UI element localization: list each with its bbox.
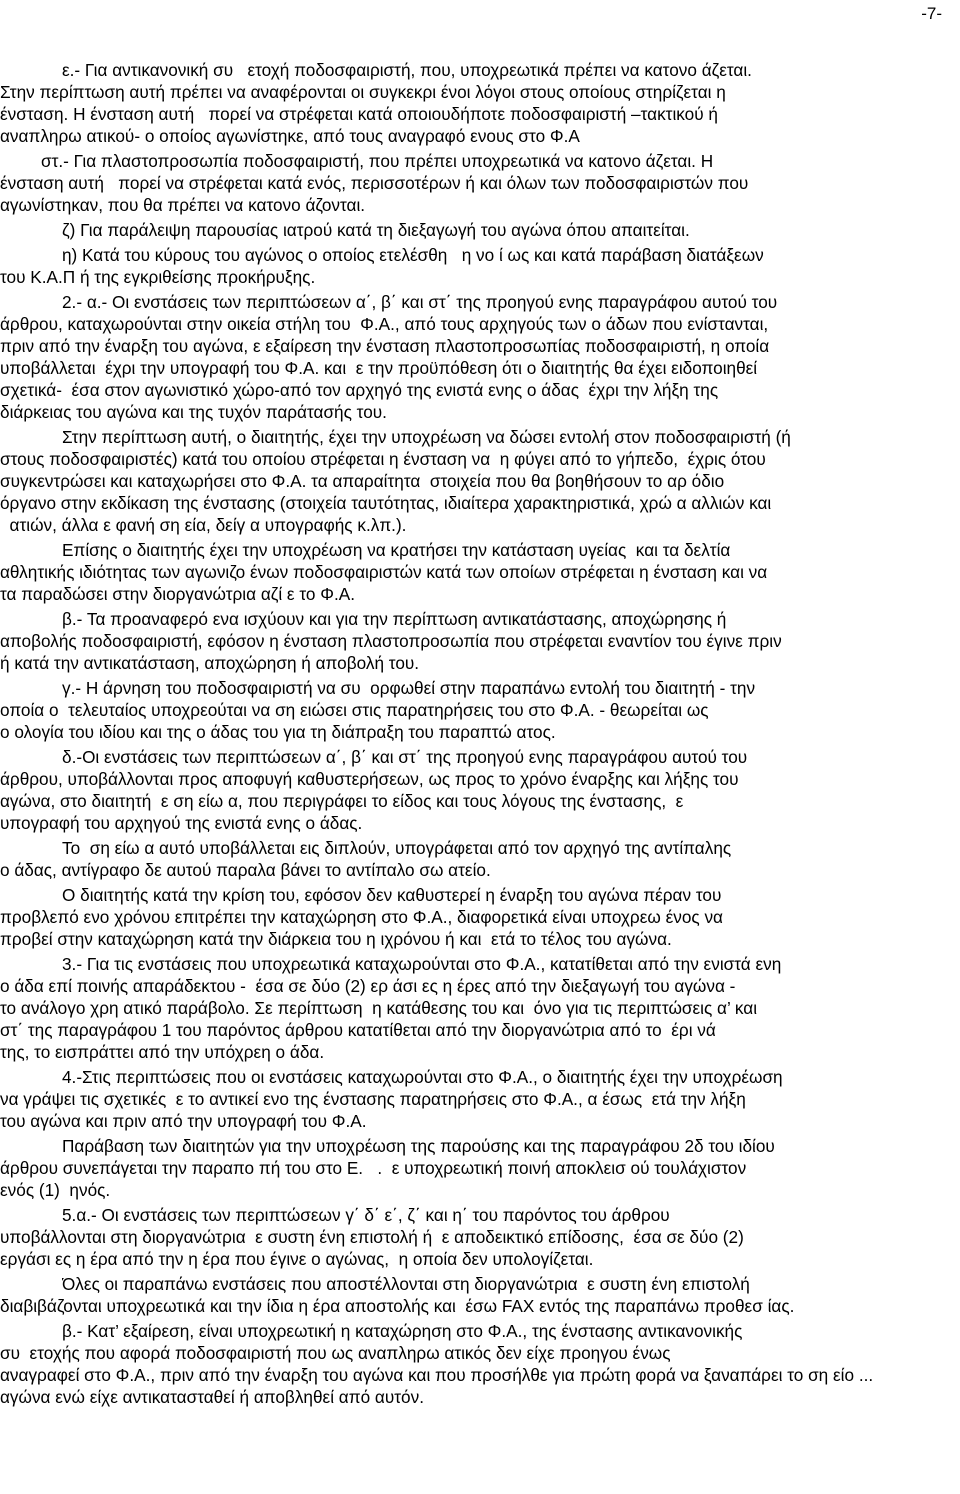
text-line: του αγώνα και πριν από την υπογραφή του Φ.Α. — [0, 1111, 367, 1131]
text-line: διάρκειας του αγώνα και της τυχόν παράτασής του. — [0, 402, 387, 422]
text-line: Όλες οι παραπάνω ενστάσεις που αποστέλλονται στη διοργανώτρια ε συστη ένη επιστολή — [62, 1274, 750, 1294]
text-line: στ΄ της παραγράφου 1 του παρόντος άρθρου κατατίθεται από την διοργανώτρια από το έρι νά — [0, 1020, 716, 1040]
text-line: αγωνίστηκαν, που θα πρέπει να κατονο άζονται. — [0, 195, 366, 215]
text-line: τα παραδώσει στην διοργανώτρια αζί ε το Φ.Α. — [0, 584, 355, 604]
text-line: Το ση είω α αυτό υποβάλλεται εις διπλούν, υπογράφεται από τον αρχηγό της αντίπαλης — [62, 838, 732, 858]
text-line: β.- Κατ’ εξαίρεση, είναι υποχρεωτική η καταχώρηση στο Φ.Α., της ένστασης αντικανονικής — [62, 1321, 743, 1341]
text-line: Επίσης ο διαιτητής έχει την υποχρέωση να κρατήσει την κατάσταση υγείας και τα δελτία — [62, 540, 731, 560]
text-line: υποβάλλεται έχρι την υπογραφή του Φ.Α. και ε την προϋπόθεση ότι ο διαιτητής θα έχει ειδοποιηθεί — [0, 358, 758, 378]
text-line: γ.- Η άρνηση του ποδοσφαιριστή να συ ορφωθεί στην παραπάνω εντολή του διαιτητή - την — [62, 678, 756, 698]
text-line: προβλεπό ενο χρόνου επιτρέπει την καταχώρηση στο Φ.Α., διαφορετικά είναι υποχρεω ένος να — [0, 907, 723, 927]
text-line: άρθρου, υποβάλλονται προς αποφυγή καθυστερήσεων, ως προς το χρόνο έναρξης και λήξης του — [0, 769, 739, 789]
text-line: το ανάλογο χρη ατικό παράβολο. Σε περίπτωση η κατάθεσης του και όνο για τις περιπτώσεις α’ και — [0, 998, 758, 1018]
text-line: Στην περίπτωση αυτή πρέπει να αναφέρονται οι συγκεκρι ένοι λόγοι στους οποίους στηρίζεται η — [0, 82, 726, 102]
text-line: Στην περίπτωση αυτή, ο διαιτητής, έχει την υποχρέωση να δώσει εντολή στον ποδοσφαιριστή (ή — [62, 427, 791, 447]
text-line: ο ολογία του ιδίου και της ο άδας του για τη διάπραξη του παραπτώ ατος. — [0, 722, 556, 742]
text-line: Παράβαση των διαιτητών για την υποχρέωση της παρούσης και της παραγράφου 2δ του ιδίου — [62, 1136, 775, 1156]
text-line: στους ποδοσφαιριστές) κατά του οποίου στρέφεται η ένσταση να η φύγει από το γήπεδο, έχρις ότου — [0, 449, 766, 469]
text-line: αγώνα ενώ είχε αντικατασταθεί ή αποβληθεί από αυτόν. — [0, 1387, 424, 1407]
text-line: συ ετοχής που αφορά ποδοσφαιριστή που ως αναπληρω ατικός δεν είχε προηγου ένως — [0, 1343, 671, 1363]
text-line: η) Κατά του κύρους του αγώνος ο οποίος ετελέσθη η νο ί ως και κατά παράβαση διατάξεων — [62, 245, 764, 265]
text-line: διαβιβάζονται υποχρεωτικά και την ίδια η έρα αποστολής και έσω FAX εντός της παραπάνω προθεσ ίας. — [0, 1296, 795, 1316]
text-line: άρθρου, καταχωρούνται στην οικεία στήλη του Φ.Α., από τους αρχηγούς των ο άδων που ενίστανται, — [0, 314, 769, 334]
text-line: συγκεντρώσει και καταχωρήσει στο Φ.Α. τα απαραίτητα στοιχεία που θα βοηθήσουν το αρ όδιο — [0, 471, 725, 491]
text-line: υποβάλλονται στη διοργανώτρια ε συστη ένη επιστολή ή ε αποδεικτικό επίδοσης, έσα σε δύο (2) — [0, 1227, 744, 1247]
text-line: Ο διαιτητής κατά την κρίση του, εφόσον δεν καθυστερεί η έναρξη του αγώνα πέραν του — [62, 885, 722, 905]
text-line: ατιών, άλλα ε φανή ση εία, δείγ α υπογραφής κ.λπ.). — [0, 515, 407, 535]
text-line: να γράψει τις σχετικές ε το αντικεί ενο της ένστασης παρατηρήσεις στο Φ.Α., α έσως ετά την λήξη — [0, 1089, 746, 1109]
text-line: άρθρου συνεπάγεται την παραπο πή του στο Ε. . ε υποχρεωτική ποινή αποκλεισ ού τουλάχιστον — [0, 1158, 747, 1178]
text-line: 5.α.- Οι ενστάσεις των περιπτώσεων γ΄ δ΄ ε΄, ζ΄ και η΄ του παρόντος του άρθρου — [62, 1205, 670, 1225]
text-line: της, το εισπράττει από την υπόχρεη ο άδα. — [0, 1042, 325, 1062]
text-line: εργάσι ες η έρα από την η έρα που έγινε ο αγώνας, η οποία δεν υπολογίζεται. — [0, 1249, 594, 1269]
page-number: -7- — [921, 4, 942, 23]
text-line: στ.- Για πλαστοπροσωπία ποδοσφαιριστή, που πρέπει υποχρεωτικά να κατονο άζεται. Η — [41, 151, 714, 171]
text-line: ενός (1) ηνός. — [0, 1180, 111, 1200]
text-line: ένσταση. Η ένσταση αυτή πορεί να στρέφεται κατά οποιουδήποτε ποδοσφαιριστή –τακτικού ή — [0, 104, 718, 124]
text-line: ο άδας, αντίγραφο δε αυτού παραλα βάνει το αντίπαλο σω ατείο. — [0, 860, 491, 880]
text-line: ή κατά την αντικατάσταση, αποχώρηση ή αποβολή του. — [0, 653, 420, 673]
text-line: ο άδα επί ποινής απαράδεκτου - έσα σε δύο (2) ερ άσι ες η έρες από την διεξαγωγή του αγώνα - — [0, 976, 736, 996]
text-line: αναγραφεί στο Φ.Α., πριν από την έναρξη του αγώνα και που προσήλθε για πρώτη φορά να ξαναπάρει το ση είο ... — [0, 1365, 874, 1385]
text-line: ζ) Για παράλειψη παρουσίας ιατρού κατά τη διεξαγωγή του αγώνα όπου απαιτείται. — [62, 220, 690, 240]
text-line: αθλητικής ιδιότητας των αγωνιζο ένων ποδοσφαιριστών κατά των οποίων στρέφεται η ένσταση και να — [0, 562, 768, 582]
text-line: αναπληρω ατικού- ο οποίος αγωνίστηκε, από τους αναγραφό ενους στο Φ.Α — [0, 126, 580, 146]
text-line: του Κ.Α.Π ή της εγκριθείσης προκήρυξης. — [0, 267, 316, 287]
text-line: αγώνα, στο διαιτητή ε ση είω α, που περιγράφει το είδος και τους λόγους της ένστασης, ε — [0, 791, 684, 811]
text-line: 2.- α.- Οι ενστάσεις των περιπτώσεων α΄, β΄ και στ΄ της προηγού ενης παραγράφου αυτού του — [62, 292, 778, 312]
text-line: β.- Τα προαναφερό ενα ισχύουν και για την περίπτωση αντικατάστασης, αποχώρησης ή — [62, 609, 727, 629]
text-line: ε.- Για αντικανονική συ ετοχή ποδοσφαιριστή, που, υποχρεωτικά πρέπει να κατονο άζεται. — [62, 60, 752, 80]
text-line: αποβολής ποδοσφαιριστή, εφόσον η ένσταση πλαστοπροσωπία που στρέφεται εναντίον του έγινε πριν — [0, 631, 782, 651]
text-line: οποία ο τελευταίος υποχρεούται να ση ειώσει στις παρατηρήσεις του στο Φ.Α. - θεωρείται ως — [0, 700, 709, 720]
text-line: 4.-Στις περιπτώσεις που οι ενστάσεις καταχωρούνται στο Φ.Α., ο διαιτητής έχει την υποχρέωση — [62, 1067, 783, 1087]
text-line: 3.- Για τις ενστάσεις που υποχρεωτικά καταχωρούνται στο Φ.Α., κατατίθεται από την ενιστά ενη — [62, 954, 782, 974]
text-line: προβεί στην καταχώρηση κατά την διάρκεια του η ιχρόνου ή και ετά το τέλος του αγώνα. — [0, 929, 672, 949]
text-line: δ.-Οι ενστάσεις των περιπτώσεων α΄, β΄ και στ΄ της προηγού ενης παραγράφου αυτού του — [62, 747, 748, 767]
text-line: όργανο στην εκδίκαση της ένστασης (στοιχεία ταυτότητας, ιδιαίτερα χαρακτηριστικά, χρώ α αλλιών και — [0, 493, 772, 513]
text-line: ένσταση αυτή πορεί να στρέφεται κατά ενός, περισσοτέρων ή και όλων των ποδοσφαιριστών που — [0, 173, 749, 193]
text-line: πριν από την έναρξη του αγώνα, ε εξαίρεση την ένσταση πλαστοπροσωπίας ποδοσφαιριστή, η οποία — [0, 336, 770, 356]
text-line: υπογραφή του αρχηγού της ενιστά ενης ο άδας. — [0, 813, 363, 833]
text-line: σχετικά- έσα στον αγωνιστικό χώρο-από τον αρχηγό της ενιστά ενης ο άδας έχρι την λήξη της — [0, 380, 719, 400]
